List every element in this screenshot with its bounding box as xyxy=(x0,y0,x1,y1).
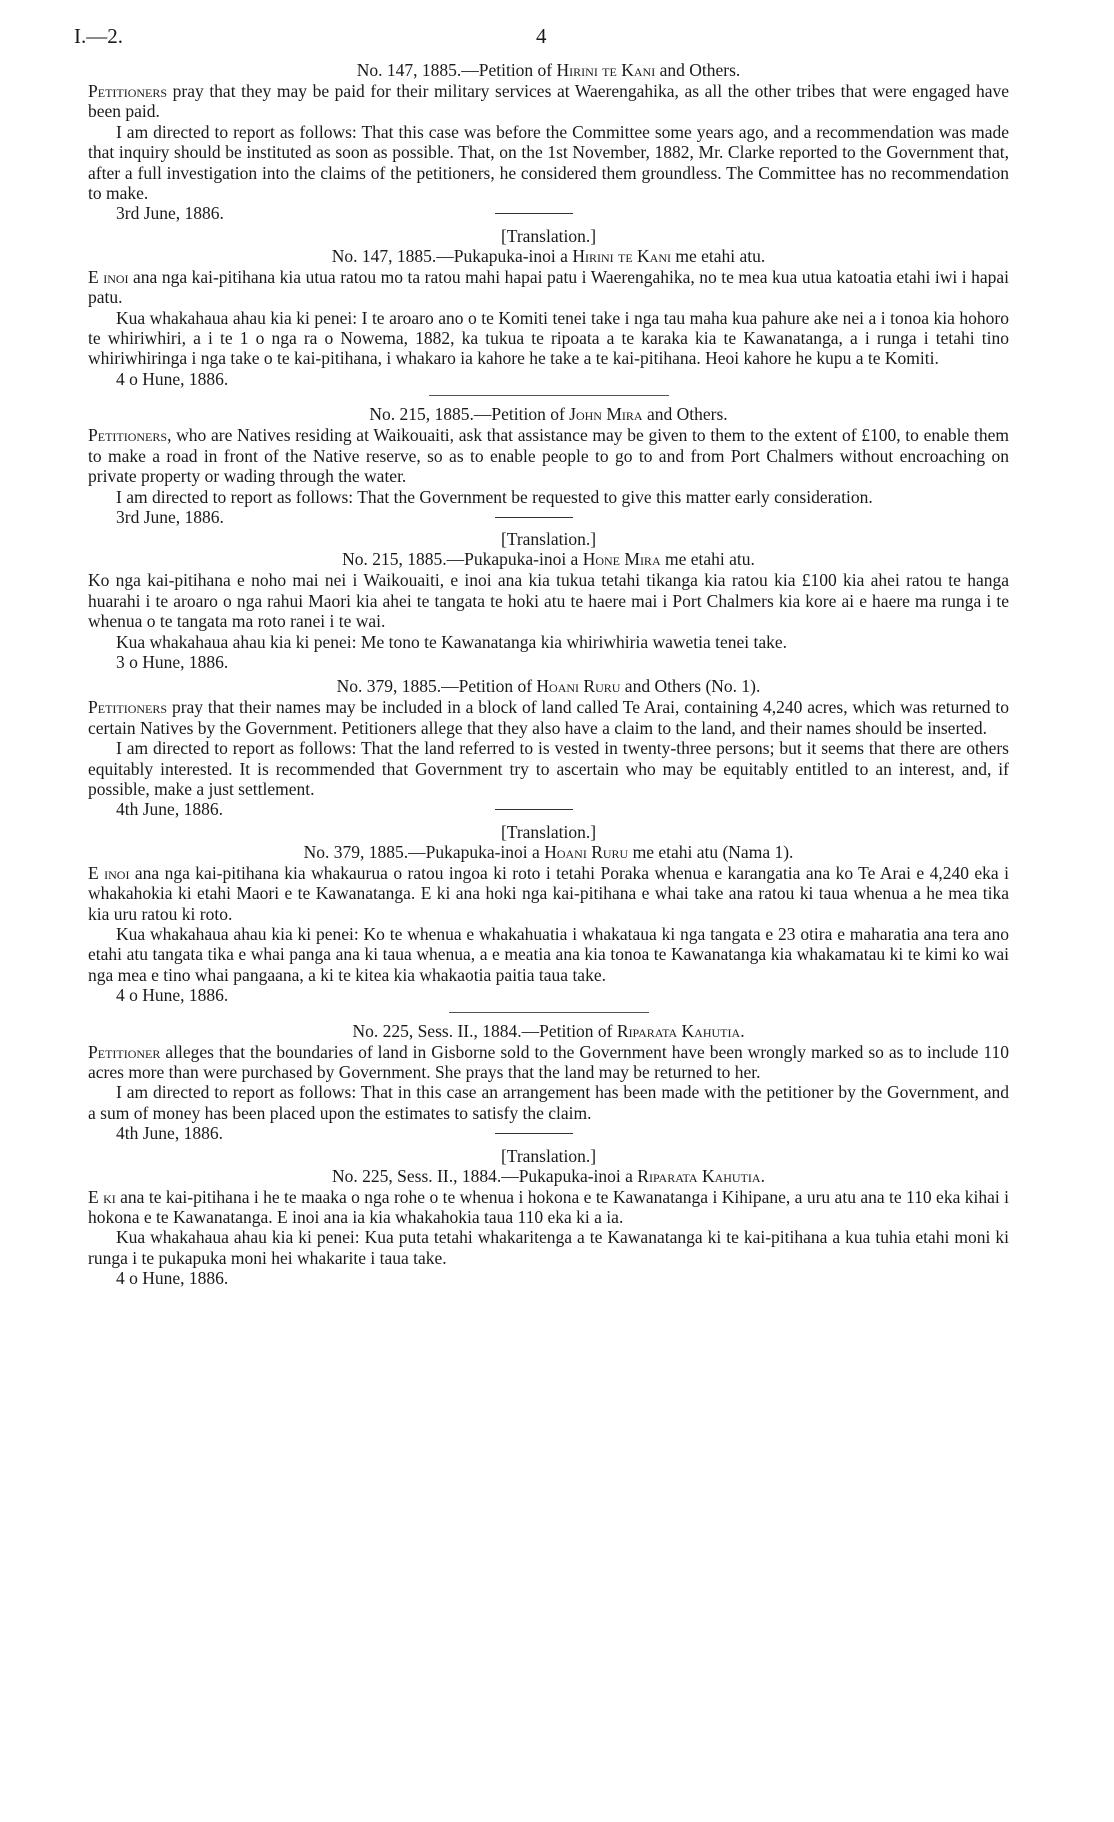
paragraph-text: Kua whakahaua ahau kia ki penei: I te aroaro ano o te Komiti tenei take i nga tau maha kua pahure ake nei a i tonoa kia hohoro te whiriwhiri, a i te 1 o nga ra o Nowema, 1882, ka tukua te ripoata a te karaka kia te Kawanatanga, a i runga i tetahi tino whiriwhiringa i nga take o te kai-pitihana, i whakaro ia kahore he take a te kai-pitihana. Heoi kahore he kupu a te Komiti. xyxy=(88,307,1009,369)
report-paragraph xyxy=(88,1082,1009,1123)
date-text: 3rd June, 1886. xyxy=(116,203,224,224)
petition-paragraph xyxy=(88,1187,1009,1228)
paragraph-text: alleges that the boundaries of land in Gisborne sold to the Government have been wrongly marked so as to include 110 acres more than were purchased by Government. She prays that the land may be returned to her. xyxy=(88,1041,1009,1083)
heading-suffix: me etahi atu. xyxy=(660,549,755,570)
page-number: 4 xyxy=(536,24,547,48)
petition-paragraph xyxy=(88,267,1009,308)
report-paragraph xyxy=(88,924,1009,985)
report-paragraph xyxy=(88,1227,1009,1268)
petitioner-name: Hirini te Kani xyxy=(572,245,671,266)
paragraph-text: Kua whakahaua ahau kia ki penei: Kua puta tetahi whakaritenga a te Kawanatanga ki te kai-pitihana a kua tuhia etahi moni ki runga i te pukapuka moni hei whakarite i taua take. xyxy=(88,1227,1009,1268)
translation-entry xyxy=(88,529,1009,676)
heading-prefix: No. 379, 1885.—Pukapuka-inoi a xyxy=(303,841,545,862)
report-date xyxy=(88,203,1009,223)
date-text: 4th June, 1886. xyxy=(116,1123,223,1144)
petition-heading xyxy=(88,60,1009,81)
paragraph-lead: E inoi xyxy=(88,266,129,287)
petition-heading xyxy=(88,676,1009,697)
translation-label: [Translation.] xyxy=(500,821,597,842)
translation-label: [Translation.] xyxy=(500,1145,597,1166)
report-paragraph xyxy=(88,632,1009,652)
petitioner-name: Hone Mira xyxy=(582,549,661,570)
translation-label: [Translation.] xyxy=(500,529,597,550)
heading-prefix: No. 147, 1885.—Pukapuka-inoi a xyxy=(331,245,573,266)
date-text: 3rd June, 1886. xyxy=(116,506,224,527)
paragraph-text: ana nga kai-pitihana kia whakaurua o ratou ingoa ki roto i tetahi Poraka whenua e karangatia ana ko Te Arai e 4,240 eka i whakahokia ki etahi Maori e te Kawanatanga. E ki ana hoki nga kai-pitihana e whai take ana ratou ki taua whenua a he mea tika kia uru ratou ki roto. xyxy=(88,862,1009,924)
petition-paragraph xyxy=(88,570,1009,631)
heading-suffix: and Others (No. 1). xyxy=(620,676,761,697)
paragraph-text: Kua whakahaua ahau kia ki penei: Me tono te Kawanatanga kia whiriwhiria wawetia tenei take. xyxy=(116,631,788,652)
heading-suffix: . xyxy=(740,1020,745,1041)
heading-prefix: No. 215, 1885.—Petition of xyxy=(369,404,570,425)
report-date xyxy=(88,369,1009,389)
heading-prefix: No. 225, Sess. II., 1884.—Pukapuka-inoi a xyxy=(332,1165,638,1186)
report-date xyxy=(88,799,1009,819)
report-date xyxy=(88,985,1009,1005)
petition-paragraph xyxy=(88,863,1009,924)
translation-label: [Translation.] xyxy=(500,225,597,246)
petition-heading xyxy=(88,1021,1009,1042)
short-rule-divider xyxy=(495,1133,573,1134)
paragraph-text: Kua whakahaua ahau kia ki penei: Ko te whenua e whakahuatia i whakataua ki nga tangata e 23 otira e maharatia ana tera ano etahi atu tangata tika e whai panga ana ki taua whenua, a e meatia ana kia tonoa te Kawanatanga kia whakamatau ki te kimi ko wai nga mea e tino whai pangaana, a ki te kitea kia whakaotia paitia taua take. xyxy=(88,924,1009,985)
report-paragraph xyxy=(88,122,1009,204)
report-date xyxy=(88,652,1009,672)
date-text: 4 o Hune, 1886. xyxy=(116,368,229,389)
paragraph-lead: E ki xyxy=(88,1186,116,1207)
petition-entry xyxy=(88,1021,1009,1144)
heading-suffix: and Others. xyxy=(655,60,741,80)
heading-prefix: No. 225, Sess. II., 1884.—Petition of xyxy=(352,1020,617,1041)
short-rule-divider xyxy=(495,213,573,214)
petition-paragraph xyxy=(88,81,1009,122)
paragraph-lead: Petitioners xyxy=(88,697,168,718)
petition-heading xyxy=(88,404,1009,425)
heading-suffix: me etahi atu (Nama 1). xyxy=(628,841,794,862)
date-text: 4 o Hune, 1886. xyxy=(116,1268,229,1289)
heading-prefix: No. 147, 1885.—Petition of xyxy=(356,60,557,80)
paragraph-lead: Petitioners xyxy=(88,81,168,101)
petitioner-name: Riparata Kahutia xyxy=(637,1165,761,1186)
report-date xyxy=(88,1123,1009,1143)
report-date xyxy=(88,507,1009,527)
parliamentary-paper-ref: I.—2. xyxy=(74,24,123,48)
page-header xyxy=(74,18,1009,60)
paragraph-lead: Petitioners xyxy=(88,425,168,446)
petition-heading xyxy=(88,549,1009,570)
report-paragraph xyxy=(88,738,1009,799)
report-paragraph xyxy=(88,308,1009,369)
paragraph-text: ana nga kai-pitihana kia utua ratou mo ta ratou mahi hapai patu i Waerengahika, no te mea kua utua katoatia etahi iwi i hapai patu. xyxy=(88,266,1009,308)
section-divider xyxy=(449,1012,649,1013)
heading-prefix: No. 379, 1885.—Petition of xyxy=(336,676,537,697)
translation-entry xyxy=(88,226,1009,396)
translation-entry xyxy=(88,1146,1009,1289)
petition-heading xyxy=(88,246,1009,267)
petition-entry xyxy=(88,676,1009,819)
petition-paragraph xyxy=(88,697,1009,738)
petition-heading xyxy=(88,1166,1009,1187)
paragraph-text: I am directed to report as follows: That the land referred to is vested in twenty-three persons; but it seems that there are others equitably interested. It is recommended that Government try to ascertain who may be equitably entitled to an interest, and, if possible, make a just settlement. xyxy=(88,738,1009,799)
date-text: 4th June, 1886. xyxy=(116,799,223,820)
petitioner-name: Riparata Kahutia xyxy=(616,1020,741,1041)
heading-suffix: and Others. xyxy=(642,404,728,425)
paragraph-text: , who are Natives residing at Waikouaiti, ask that assistance may be given to them to the extent of £100, to enable them to make a road in front of the Native reserve, so as to enable people to go to and from Port Chalmers without encroaching on private property or wading through the water. xyxy=(88,425,1009,487)
paragraph-text: I am directed to report as follows: That this case was before the Committee some years ago, and a recommendation was made that inquiry should be instituted as soon as possible. That, on the 1st November, 1882, Mr. Clarke reported to the Government that, after a full investigation into the claims of the petitioners, he considered them groundless. The Committee has no recommendation to make. xyxy=(88,121,1009,204)
petitioner-name: Hirini te Kani xyxy=(556,60,656,80)
report-date xyxy=(88,1268,1009,1288)
paragraph-lead: E inoi xyxy=(88,862,130,883)
petition-paragraph xyxy=(88,1042,1009,1083)
short-rule-divider xyxy=(495,517,573,518)
petition-heading xyxy=(88,842,1009,863)
petition-paragraph xyxy=(88,425,1009,486)
translation-entry xyxy=(88,822,1009,1013)
paragraph-text: ana te kai-pitihana i he te maaka o nga rohe o te whenua i hokona e te Kawanatanga i Kihipane, a uru atu ana te 110 eka kihai i hokona e te Kawanatanga. E inoi ana ia kia whakahokia taua 110 eka ki a ia. xyxy=(88,1186,1010,1228)
date-text: 4 o Hune, 1886. xyxy=(116,985,229,1006)
paragraph-text: I am directed to report as follows: That the Government be requested to give this matter early consideration. xyxy=(116,486,873,507)
paragraph-text: I am directed to report as follows: That in this case an arrangement has been made with the petitioner by the Government, and a sum of money has been placed upon the estimates to satisfy the claim. xyxy=(88,1082,1009,1123)
petitioner-name: John Mira xyxy=(569,404,643,425)
section-divider xyxy=(429,395,669,396)
paragraph-text: pray that they may be paid for their military services at Waerengahika, as all the other tribes that were engaged have been paid. xyxy=(88,81,1009,122)
date-text: 3 o Hune, 1886. xyxy=(116,651,229,672)
petitioner-name: Hoani Ruru xyxy=(536,676,621,697)
petition-entry xyxy=(88,60,1009,224)
paragraph-lead: Petitioner xyxy=(88,1041,161,1062)
paragraph-text: Ko nga kai-pitihana e noho mai nei i Waikouaiti, e inoi ana kia tukua tetahi tikanga kia ratou kia £100 kia ahei ratou te hanga huarahi i te aroaro o nga rahui Maori kia ahei te tangata te hoki atu te haere mai i Port Chalmers kia kore ai e haere ma runga i te whenua o te tangata ma roto ranei i te wai. xyxy=(88,570,1009,632)
heading-suffix: me etahi atu. xyxy=(671,245,766,266)
short-rule-divider xyxy=(495,809,573,810)
report-paragraph xyxy=(88,487,1009,507)
heading-prefix: No. 215, 1885.—Pukapuka-inoi a xyxy=(342,549,583,570)
petition-entry xyxy=(88,404,1009,527)
paragraph-text: pray that their names may be included in a block of land called Te Arai, containing 4,240 acres, which was returned to certain Natives by the Government. Petitioners allege that they also have a claim to the land, and their names should be inserted. xyxy=(88,697,1009,738)
heading-suffix: . xyxy=(760,1165,765,1186)
petitioner-name: Hoani Ruru xyxy=(544,841,629,862)
